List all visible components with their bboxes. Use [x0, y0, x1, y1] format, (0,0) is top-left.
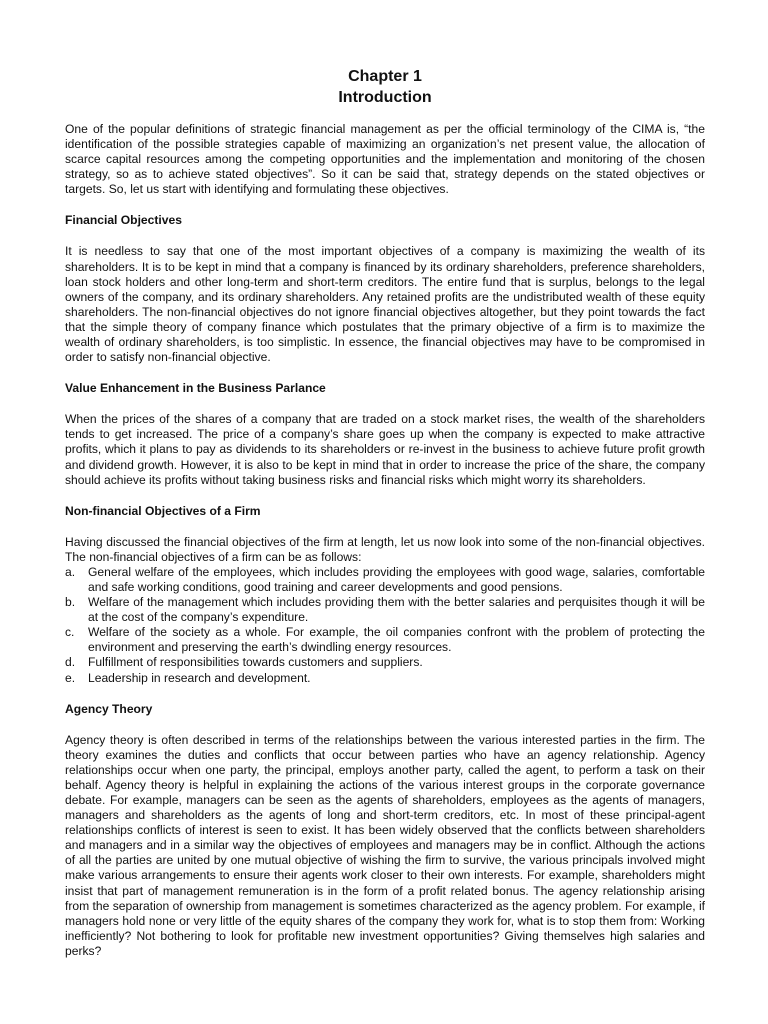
list-item	[65, 595, 705, 625]
list-marker: c.	[65, 625, 75, 640]
section-heading-financial-objectives: Financial Objectives	[65, 213, 182, 228]
non-financial-intro: Having discussed the financial objectives of the firm at length, let us now look into some of the non-financial objectives. The non-financial objectives of a firm can be as follows:	[65, 534, 705, 564]
list-item	[65, 625, 705, 655]
intro-paragraph: One of the popular definitions of strategic financial management as per the official terminology of the CIMA is, “the identification of the possible strategies capable of maximizing an organization’s net present value, the allocation of scarce capital resources among the competing opportunities and the implementation and monitoring of the chosen strategy, so as to achieve stated objectives”. So it can be said that, strategy depends on the stated objectives or targets. So, let us start with identifying and formulating these objectives.	[65, 122, 705, 197]
agency-theory-paragraph: Agency theory is often described in terms of the relationships between the various interested parties in the firm. The theory examines the duties and conflicts that occur between parties who have an agency relationship. Agency relationships occur when one party, the principal, employs another party, called the agent, to perform a task on their behalf. Agency theory is helpful in explaining the actions of the various interest groups in the corporate governance debate. For example, managers can be seen as the agents of shareholders, employees as the agents of managers, managers and shareholders as the agents of long and short-term creditors, etc. In most of these principal-agent relationships conflicts of interest is seen to exist. It has been widely observed that the conflicts between shareholders and managers and in a similar way the objectives of employees and managers may be in conflict. Although the actions of all the parties are united by one mutual objective of wishing the firm to survive, the various principals involved might make various arrangements to ensure their agents work closer to their own interests. For example, shareholders might insist that part of management remuneration is in the form of a profit related bonus. The agency relationship arising from the separation of ownership from management is sometimes characterized as the agency problem. For example, if managers hold none or very little of the equity shares of the company they work for, what is to stop them from: Working inefficiently? Not bothering to look for profitable new investment opportunities? Giving themselves high salaries and perks?	[65, 732, 705, 958]
list-item-text: Welfare of the society as a whole. For example, the oil companies confront with the problem of protecting the environment and preserving the earth’s dwindling energy resources.	[88, 625, 705, 655]
section-heading-value-enhancement: Value Enhancement in the Business Parlance	[65, 381, 326, 396]
section-heading-non-financial: Non-financial Objectives of a Firm	[65, 503, 261, 518]
list-item-text: Fulfillment of responsibilities towards customers and suppliers.	[88, 655, 423, 670]
chapter-title: Introduction	[338, 89, 432, 106]
value-enhancement-paragraph: When the prices of the shares of a company that are traded on a stock market rises, the wealth of the shareholders tends to get increased. The price of a company’s share goes up when the company is expected to make attractive profits, which it plans to pay as dividends to its shareholders or re-invest in the business to achieve future profit growth and dividend growth. However, it is also to be kept in mind that in order to increase the price of the share, the company should achieve its profits without taking business risks and financial risks which might worry its shareholders.	[65, 412, 705, 487]
list-marker: b.	[65, 595, 76, 610]
list-item	[65, 671, 705, 686]
list-marker: a.	[65, 564, 76, 579]
list-item-text: Leadership in research and development.	[88, 670, 311, 685]
list-item	[65, 565, 705, 595]
list-item-text: Welfare of the management which includes providing them with the better salaries and perquisites though it will be at the cost of the company’s expenditure.	[88, 595, 705, 625]
list-item-text: General welfare of the employees, which includes providing the employees with good wage, salaries, comfortable and safe working conditions, good training and career developments and good pensions.	[88, 564, 705, 594]
financial-objectives-paragraph: It is needless to say that one of the most important objectives of a company is maximizing the wealth of its shareholders. It is to be kept in mind that a company is financed by its ordinary shareholders, preference shareholders, loan stock holders and other long-term and short-term creditors. The entire fund that is surplus, belongs to the legal owners of the company, and its ordinary shareholders. Any retained profits are the undistributed wealth of these equity shareholders. The non-financial objectives do not ignore financial objectives altogether, but they point towards the fact that the simple theory of company finance which postulates that the primary objective of a firm is to maximize the wealth of ordinary shareholders, is too simplistic. In essence, the financial objectives may have to be compromised in order to satisfy non-financial objective.	[65, 244, 705, 365]
non-financial-list	[65, 565, 705, 686]
list-item	[65, 655, 705, 670]
list-marker: e.	[65, 670, 76, 685]
chapter-title-block	[65, 66, 705, 108]
chapter-number: Chapter 1	[348, 68, 422, 85]
section-heading-agency-theory: Agency Theory	[65, 701, 153, 716]
list-marker: d.	[65, 655, 76, 670]
